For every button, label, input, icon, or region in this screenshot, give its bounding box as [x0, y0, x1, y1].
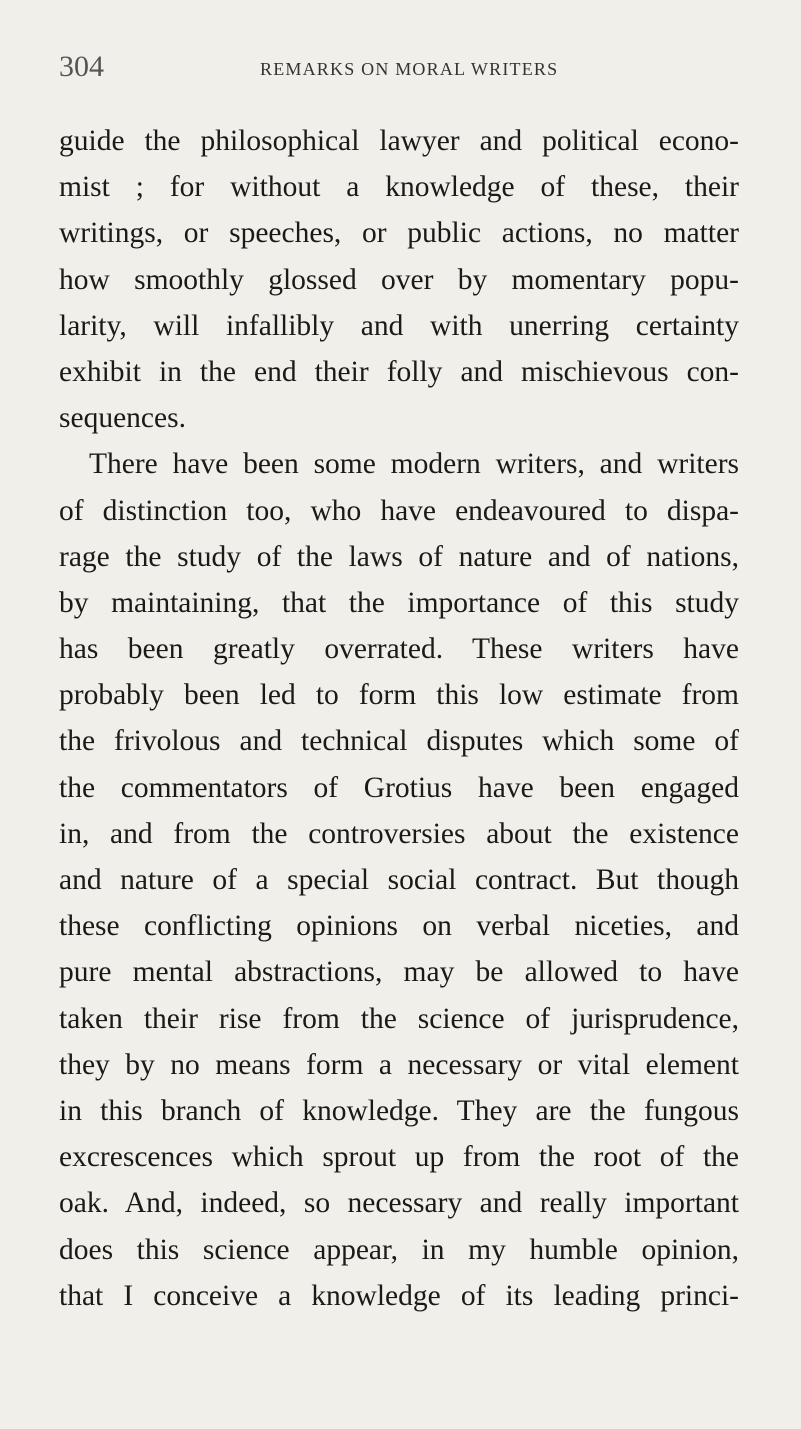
text-line: guide the philosophical lawyer and political econo-	[59, 125, 739, 157]
text-line: There have been some modern writers, and writers	[89, 448, 739, 481]
text-line: the frivolous and technical disputes which some of	[59, 725, 739, 758]
text-line: excrescences which sprout up from the root of the	[59, 1141, 739, 1174]
text-line: that I conceive a knowledge of its leading princi-	[59, 1279, 739, 1312]
text-line: and nature of a special social contract. But though	[59, 864, 739, 896]
text-line: in, and from the controversies about the existence	[59, 817, 739, 850]
body-text	[59, 118, 739, 1319]
text-line: these conflicting opinions on verbal niceties, and	[59, 910, 739, 943]
text-line: does this science appear, in my humble opinion,	[59, 1233, 739, 1266]
text-line: of distinction too, who have endeavoured to dispa-	[59, 494, 739, 527]
text-line: in this branch of knowledge. They are the fungous	[59, 1094, 739, 1127]
text-line: by maintaining, that the importance of this study	[59, 586, 739, 619]
text-line: how smoothly glossed over by momentary popu-	[59, 263, 739, 296]
text-line: pure mental abstractions, may be allowed to have	[59, 956, 739, 989]
text-line: oak. And, indeed, so necessary and really important	[59, 1187, 739, 1220]
running-title: REMARKS ON MORAL WRITERS	[260, 59, 559, 79]
page-header	[59, 50, 739, 90]
text-line: they by no means form a necessary or vital element	[59, 1048, 739, 1081]
text-line: exhibit in the end their folly and mischievous con-	[59, 355, 739, 388]
text-line: rage the study of the laws of nature and of nations,	[59, 540, 739, 573]
text-line: probably been led to form this low estimate from	[59, 679, 739, 712]
text-line: taken their rise from the science of jurisprudence,	[59, 1002, 739, 1035]
text-line: larity, will infallibly and with unerring certainty	[59, 309, 739, 342]
text-line: the commentators of Grotius have been engaged	[59, 771, 739, 804]
text-line: mist ; for without a knowledge of these, their	[59, 171, 739, 204]
text-line: writings, or speeches, or public actions, no matter	[59, 217, 739, 250]
page-number: 304	[59, 50, 104, 83]
text-line: has been greatly overrated. These writers have	[59, 633, 739, 666]
text-line: sequences.	[59, 402, 186, 435]
